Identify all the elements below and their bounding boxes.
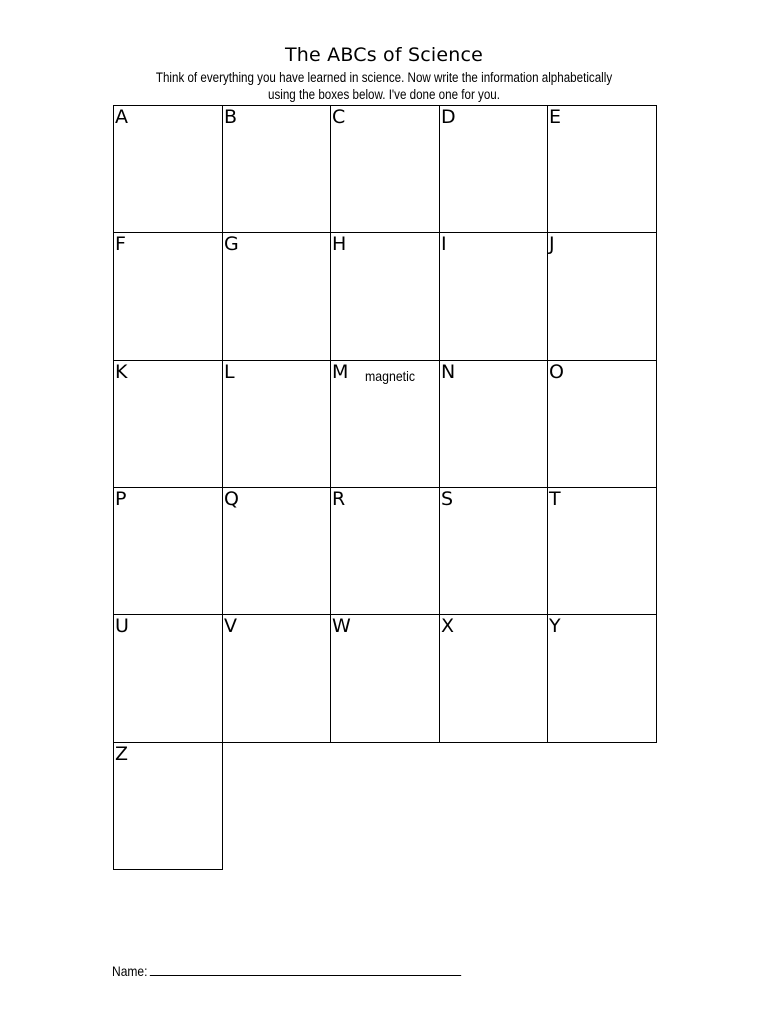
box-letter: L (224, 361, 235, 383)
letter-box[interactable] (547, 232, 657, 361)
letter-box[interactable] (113, 232, 223, 361)
letter-box[interactable] (439, 487, 548, 615)
box-letter: A (115, 106, 128, 128)
box-letter: C (332, 106, 346, 128)
box-letter: M (332, 361, 349, 383)
letter-box[interactable] (330, 614, 440, 743)
box-letter: H (332, 233, 347, 255)
letter-box[interactable] (330, 232, 440, 361)
letter-box[interactable] (547, 614, 657, 743)
box-entry: magnetic (365, 368, 415, 384)
letter-box[interactable] (330, 105, 440, 233)
box-letter: N (441, 361, 456, 383)
box-letter: X (441, 615, 455, 637)
box-letter: O (549, 361, 564, 383)
letter-box[interactable] (222, 614, 331, 743)
letter-box[interactable] (439, 614, 548, 743)
box-letter: T (549, 488, 561, 510)
box-letter: U (115, 615, 129, 637)
box-letter: Q (224, 488, 239, 510)
name-label: Name: (112, 963, 148, 979)
letter-box[interactable] (222, 232, 331, 361)
letter-box[interactable] (113, 487, 223, 615)
box-letter: K (115, 361, 128, 383)
box-letter: W (332, 615, 351, 637)
box-letter: S (441, 488, 454, 510)
letter-box[interactable] (547, 105, 657, 233)
box-letter: I (441, 233, 447, 255)
letter-box[interactable] (547, 487, 657, 615)
box-letter: J (549, 233, 555, 255)
letter-box[interactable] (113, 742, 223, 870)
box-letter: B (224, 106, 238, 128)
letter-box[interactable] (113, 105, 223, 233)
letter-box[interactable] (222, 360, 331, 488)
box-letter: V (224, 615, 237, 637)
box-letter: R (332, 488, 346, 510)
letter-box[interactable] (330, 487, 440, 615)
letter-box[interactable] (330, 360, 440, 488)
letter-box[interactable] (222, 487, 331, 615)
letter-box[interactable] (439, 232, 548, 361)
name-field-row (112, 961, 461, 979)
box-letter: G (224, 233, 239, 255)
instructions-text: Think of everything you have learned in science. Now write the information alphabetically using the boxes below. I've done one for you. (155, 70, 613, 102)
name-blank-line[interactable] (150, 961, 461, 976)
letter-box[interactable] (547, 360, 657, 488)
page-title: The ABCs of Science (284, 44, 484, 66)
letter-box[interactable] (439, 360, 548, 488)
letter-box[interactable] (439, 105, 548, 233)
box-letter: D (441, 106, 456, 128)
box-letter: E (549, 106, 562, 128)
box-letter: Z (115, 743, 129, 765)
box-letter: P (115, 488, 127, 510)
letter-box[interactable] (222, 105, 331, 233)
box-letter: Y (549, 615, 561, 637)
box-letter: F (115, 233, 126, 255)
letter-box[interactable] (113, 614, 223, 743)
letter-box[interactable] (113, 360, 223, 488)
